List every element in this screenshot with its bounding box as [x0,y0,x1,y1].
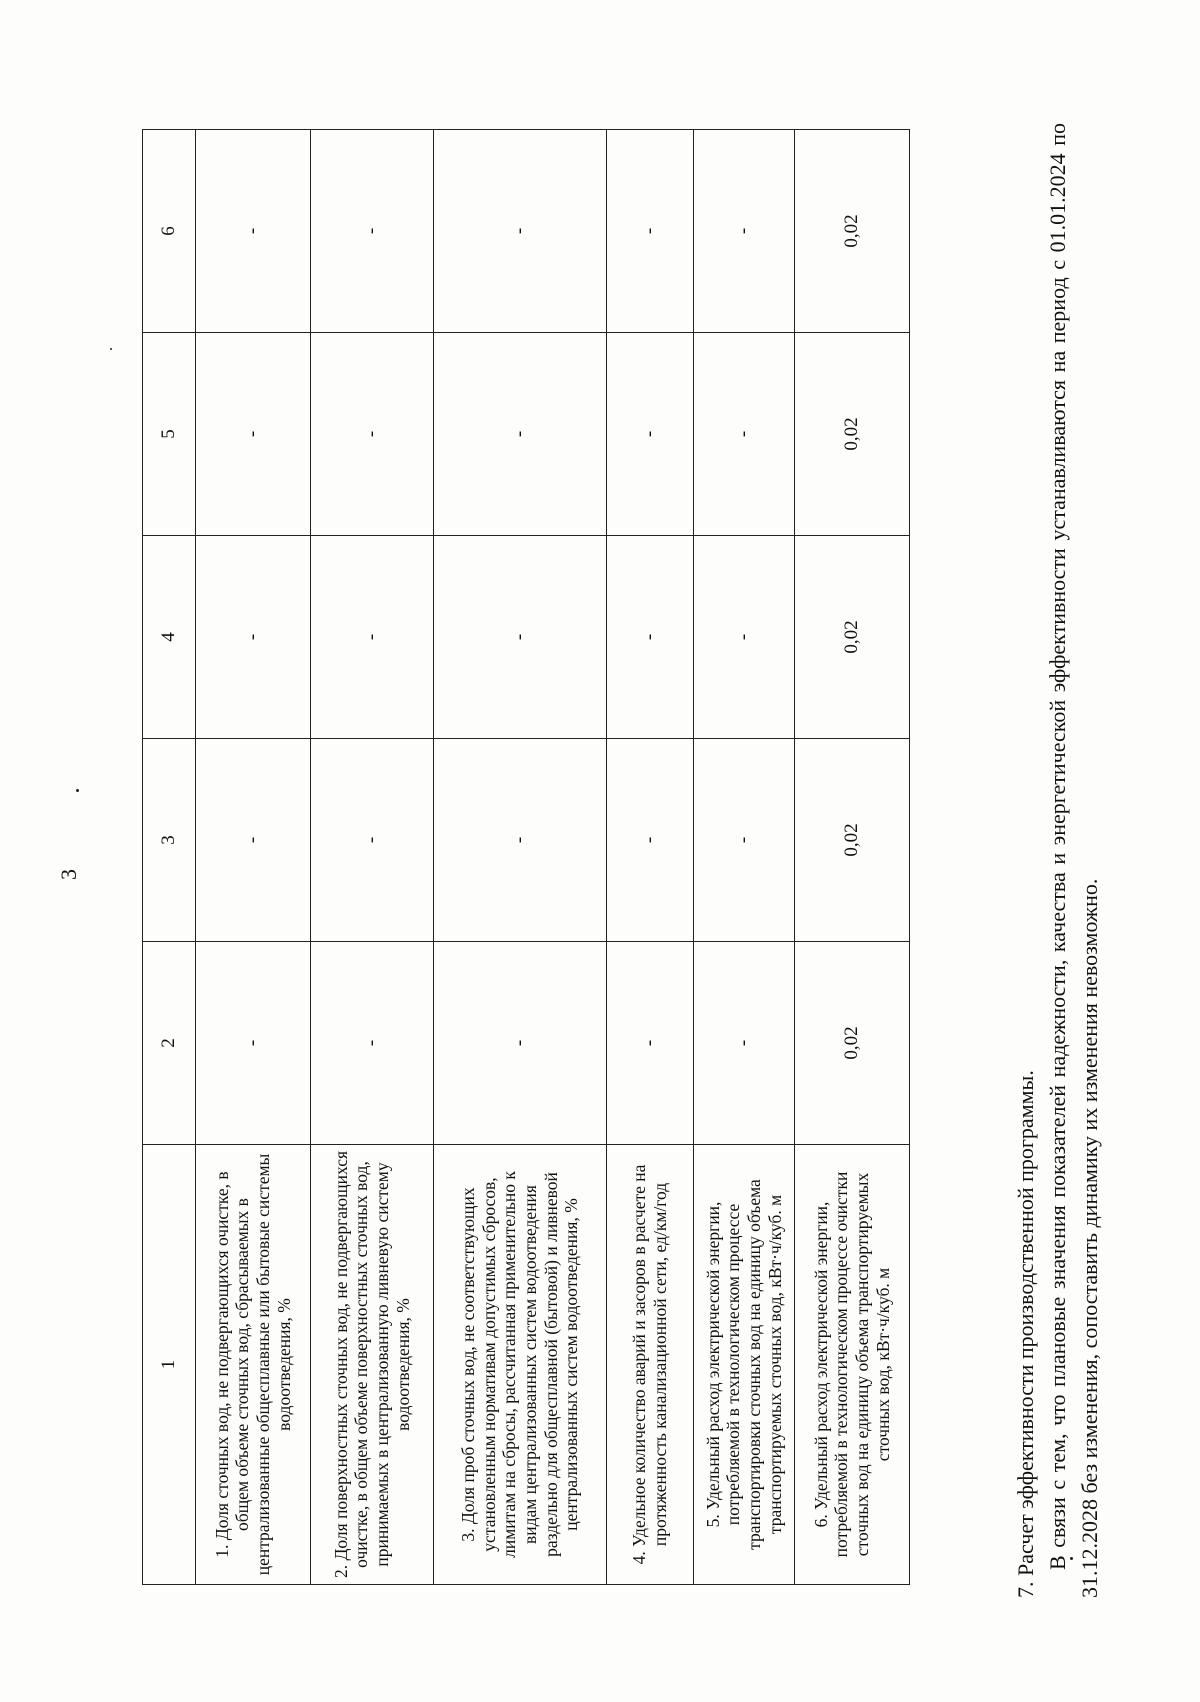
table-cell: - [196,130,311,333]
table-cell: 0,02 [795,130,910,333]
scan-speck [76,789,79,792]
table-cell: 0,02 [795,536,910,739]
indicator-label: 1. Доля сточных вод, не подвергающихся очистке, в общем объеме сточных вод, сбрасываемых в централизованные общесплавные или бытовые системы водоотведения, % [196,1145,311,1585]
table-row [311,130,434,1585]
table-cell: - [196,942,311,1145]
table-cell: 0,02 [795,333,910,536]
table-cell: - [196,739,311,942]
table-cell: - [196,333,311,536]
table-cell: - [196,536,311,739]
table-row [795,130,910,1585]
indicator-label: 5. Удельный расход электрической энергии, потребляемой в технологическом процессе транспортировки сточных вод на единицу объема транспортируемых сточных вод, кВт·ч/куб. м [694,1145,795,1585]
table-cell: - [607,739,694,942]
table-cell: - [434,739,607,942]
indicators-table [142,129,910,1585]
column-header: 6 [143,130,196,333]
column-header: 3 [143,739,196,942]
column-header: 5 [143,333,196,536]
indicator-label: 4. Удельное количество аварий и засоров в расчете на протяженность канализационной сети, ед/км/год [607,1145,694,1585]
table-cell: - [434,536,607,739]
table-cell: 0,02 [795,739,910,942]
table-cell: - [434,130,607,333]
section-heading: 7. Расчет эффективности производственной программы. [1013,1070,1038,1598]
indicator-label: 3. Доля проб сточных вод, не соответствующих установленным нормативам допустимых сбросов, лимитам на сбросы, рассчитанная применительно к видам централизованных систем водоотведения раздельно для общесплавной (бытовой) и ливневой централизованных систем водоотведения, % [434,1145,607,1585]
table-row [694,130,795,1585]
table-row [434,130,607,1585]
table-cell: - [694,536,795,739]
table-cell: - [607,942,694,1145]
rotated-content [50,80,1150,1680]
table-header-row [143,130,196,1585]
scan-speck [110,348,112,350]
indicator-label: 2. Доля поверхностных сточных вод, не подвергающихся очистке, в общем объеме поверхностных сточных вод, принимаемых в централизованную ливневую систему водоотведения, % [311,1145,434,1585]
table-cell: - [311,942,434,1145]
table-cell: - [311,333,434,536]
table-cell: - [311,130,434,333]
table-cell: - [434,942,607,1145]
table-row [196,130,311,1585]
indicator-label: 6. Удельный расход электрической энергии, потребляемой в технологическом процессе очистки сточных вод на единицу объема транспортируемых сточных вод, кВт·ч/куб. м [795,1145,910,1585]
table-cell: - [694,130,795,333]
column-header: 1 [143,1145,196,1585]
table-cell: 0,02 [795,942,910,1145]
table-cell: - [607,333,694,536]
table-cell: - [311,739,434,942]
column-header: 4 [143,536,196,739]
table-row [607,130,694,1585]
page-number: 3 [56,869,81,880]
table-cell: - [311,536,434,739]
section-7 [1010,123,1106,1598]
section-paragraph: В связи с тем, что плановые значения показателей надежности, качества и энергетической эффективности устанавливаются на период с 01.01.2024 по 31.12.2028 без изменения, сопоставить динамику их изменения невозможно. [1045,123,1102,1598]
table-cell: - [694,739,795,942]
table-cell: - [694,942,795,1145]
table-cell: - [607,130,694,333]
table-cell: - [434,333,607,536]
table-cell: - [607,536,694,739]
table-cell: - [694,333,795,536]
column-header: 2 [143,942,196,1145]
